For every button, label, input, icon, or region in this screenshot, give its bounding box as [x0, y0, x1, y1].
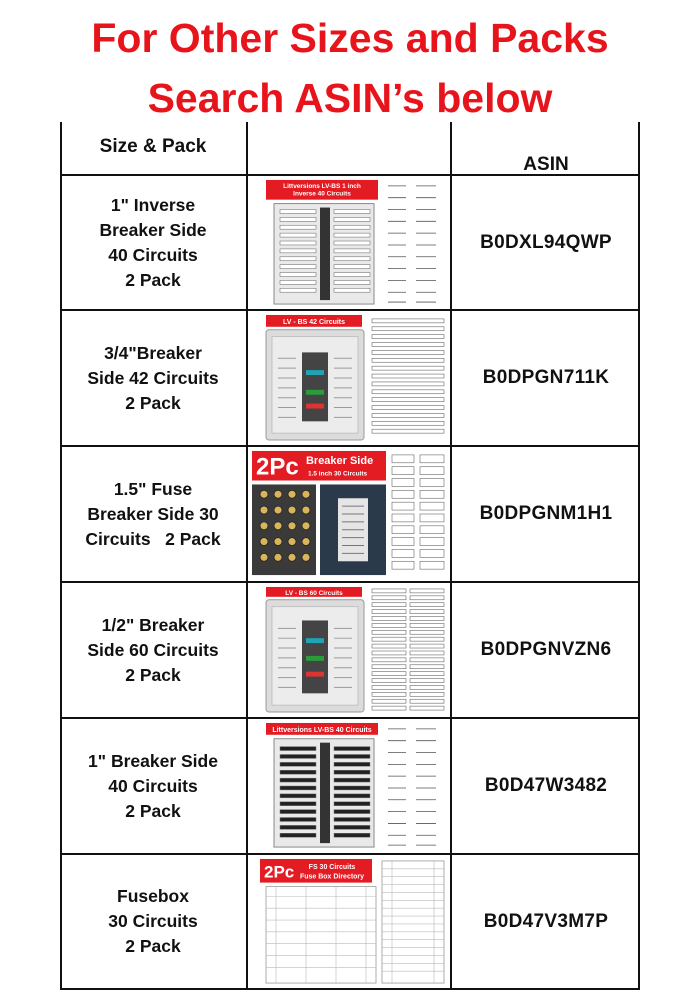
product-image — [250, 721, 448, 851]
panel-label-image — [250, 313, 448, 443]
desc-line: 3/4"Breaker — [104, 342, 202, 363]
desc-line: 40 Circuits — [108, 244, 198, 265]
desc-line: Breaker Side 30 — [87, 503, 219, 524]
panel-label-image — [250, 178, 448, 307]
desc-line: Breaker Side — [99, 219, 207, 240]
desc-line: 2 Pack — [125, 392, 181, 413]
image-label: 2Pc — [256, 453, 299, 481]
product-image — [250, 857, 448, 986]
product-image — [250, 178, 448, 307]
desc-line: 2 Pack — [125, 664, 181, 685]
table-row — [60, 176, 640, 309]
product-image — [250, 449, 448, 579]
header-asin: ASIN — [523, 154, 569, 175]
asin-cell[interactable]: B0DPGN711K — [482, 367, 610, 388]
table-row — [60, 311, 640, 445]
image-label: 1.5 inch 30 Circuits — [308, 470, 368, 478]
desc-line: 1" Breaker Side — [88, 750, 218, 771]
product-image — [250, 313, 448, 443]
desc-line: Side 60 Circuits — [87, 639, 219, 660]
desc-line: Side 42 Circuits — [87, 367, 219, 388]
asin-table — [60, 122, 640, 990]
desc-line: Fusebox — [117, 886, 189, 906]
size-pack-cell — [60, 176, 246, 309]
size-pack-cell — [60, 719, 246, 853]
image-label: LV - BS 42 Circuits — [282, 318, 346, 326]
asin-cell[interactable]: B0DPGNM1H1 — [479, 503, 613, 524]
asin-cell[interactable]: B0D47V3M7P — [483, 910, 609, 932]
desc-line: 2 Pack — [125, 269, 181, 290]
panel-label-image — [250, 449, 448, 579]
table-row — [60, 719, 640, 853]
table-row — [60, 583, 640, 717]
headline-line-2: Search ASIN’s below — [147, 75, 553, 121]
desc-line: 1.5" Fuse — [113, 478, 193, 499]
panel-label-image — [250, 721, 448, 851]
image-label: Littversions LV-BS 40 Circuits — [272, 726, 372, 734]
header-size-pack: Size & Pack — [99, 136, 207, 157]
panel-label-image — [250, 857, 448, 986]
size-pack-cell — [60, 855, 246, 988]
product-image — [250, 585, 448, 715]
image-label: Inverse 40 Circuits — [293, 190, 351, 198]
desc-line: 2 Pack — [125, 936, 181, 956]
table-row — [60, 855, 640, 988]
image-label: Fuse Box Directory — [299, 873, 365, 881]
desc-line: 2 Pack — [125, 800, 181, 821]
image-label: 2Pc — [264, 862, 295, 882]
desc-line: 40 Circuits — [108, 775, 198, 796]
image-label: LV - BS 60 Circuits — [285, 589, 343, 597]
image-label: FS 30 Circuits — [308, 863, 356, 871]
table-border-bottom — [60, 988, 640, 990]
table-row — [60, 447, 640, 581]
headline-line-1: For Other Sizes and Packs — [91, 15, 609, 61]
size-pack-cell — [60, 447, 246, 581]
asin-cell[interactable]: B0D47W3482 — [484, 775, 608, 796]
desc-line: 1" Inverse — [110, 194, 196, 215]
desc-line: 30 Circuits — [108, 911, 198, 931]
image-label: Littversions LV-BS 1 inch — [283, 182, 361, 190]
desc-line: Circuits 2 Pack — [85, 528, 221, 549]
panel-label-image — [250, 585, 448, 715]
size-pack-cell — [60, 311, 246, 445]
asin-cell[interactable]: B0DPGNVZN6 — [480, 639, 612, 660]
image-label: Breaker Side — [306, 454, 374, 467]
asin-cell[interactable]: B0DXL94QWP — [480, 231, 612, 253]
size-pack-cell — [60, 583, 246, 717]
desc-line: 1/2" Breaker — [101, 614, 205, 635]
